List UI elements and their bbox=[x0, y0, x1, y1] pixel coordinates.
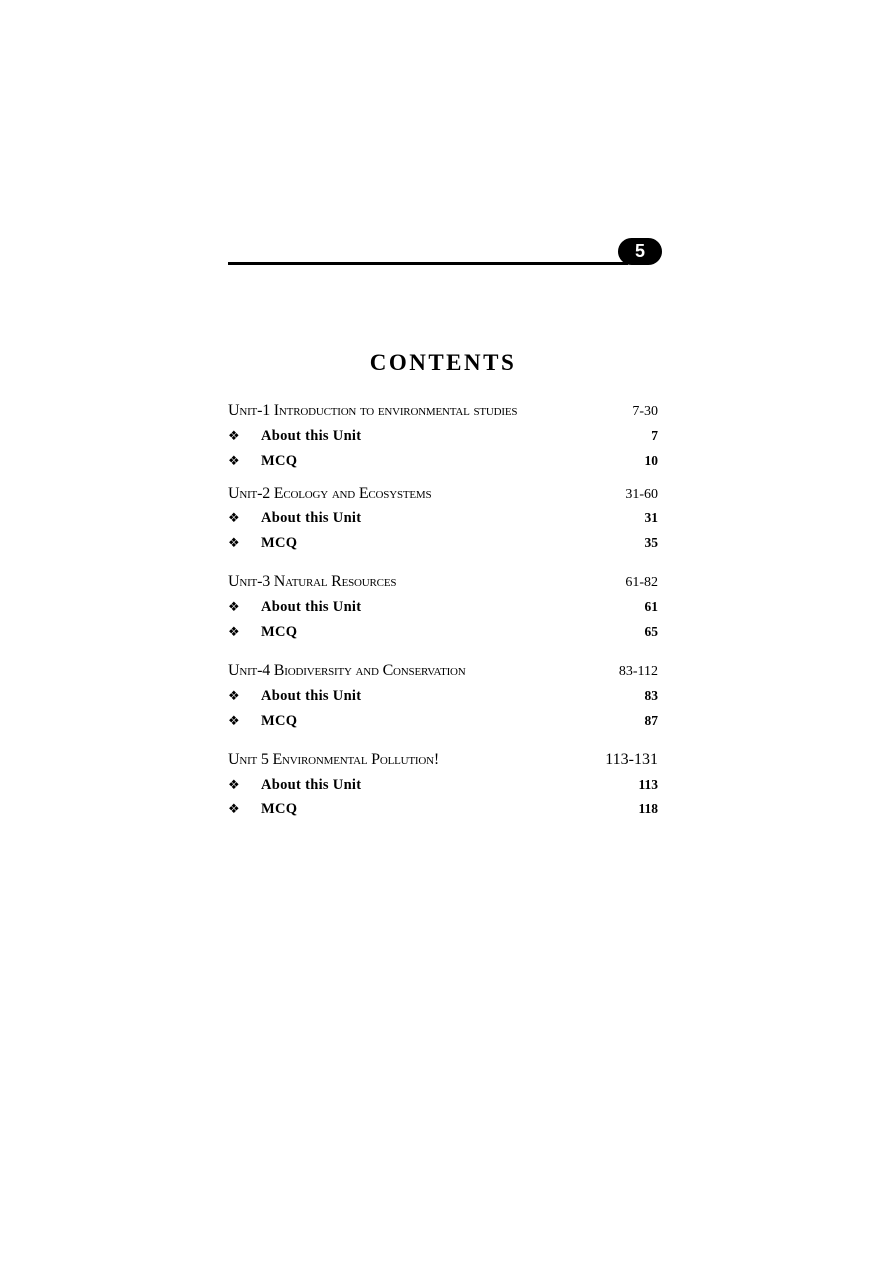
toc-item-page: 83 bbox=[644, 688, 658, 703]
unit-page-range: 113-131 bbox=[605, 751, 658, 768]
unit-page-range: 31-60 bbox=[625, 487, 658, 502]
toc-item[interactable] bbox=[228, 535, 658, 552]
toc-item[interactable] bbox=[228, 510, 658, 527]
toc-item-label: About this Unit bbox=[261, 510, 362, 526]
toc-item[interactable] bbox=[228, 624, 658, 641]
page-number-badge: 5 bbox=[618, 238, 662, 265]
toc-item[interactable] bbox=[228, 428, 658, 445]
toc-item-page: 61 bbox=[644, 599, 658, 614]
toc-item-label: MCQ bbox=[261, 535, 298, 551]
toc-item[interactable] bbox=[228, 599, 658, 616]
toc-item-page: 31 bbox=[644, 510, 658, 525]
diamond-bullet-icon: ❖ bbox=[228, 511, 240, 526]
toc-item-page: 10 bbox=[644, 453, 658, 468]
toc-item[interactable] bbox=[228, 801, 658, 818]
unit-heading[interactable] bbox=[228, 662, 658, 680]
diamond-bullet-icon: ❖ bbox=[228, 689, 240, 704]
unit-heading[interactable] bbox=[228, 573, 658, 591]
unit-heading[interactable] bbox=[228, 751, 658, 769]
toc-item[interactable] bbox=[228, 688, 658, 705]
toc-item-label: About this Unit bbox=[261, 777, 362, 793]
toc-item-page: 35 bbox=[644, 535, 658, 550]
header-rule bbox=[228, 262, 628, 265]
toc-item-page: 113 bbox=[638, 777, 658, 792]
contents-title: CONTENTS bbox=[369, 350, 517, 375]
toc-item-label: MCQ bbox=[261, 801, 298, 817]
diamond-bullet-icon: ❖ bbox=[228, 802, 240, 817]
unit-heading[interactable] bbox=[228, 402, 658, 420]
toc-item[interactable] bbox=[228, 777, 658, 794]
toc-item-page: 7 bbox=[651, 428, 658, 443]
unit-title: Unit-3 Natural Resources bbox=[228, 573, 397, 590]
toc-item-label: About this Unit bbox=[261, 688, 362, 704]
unit-title: Unit 5 Environmental Pollution! bbox=[228, 751, 439, 768]
toc-item-label: MCQ bbox=[261, 624, 298, 640]
diamond-bullet-icon: ❖ bbox=[228, 454, 240, 469]
unit-page-range: 83-112 bbox=[618, 664, 658, 679]
toc-item-page: 118 bbox=[638, 801, 658, 816]
unit-title: Unit-4 Biodiversity and Conservation bbox=[228, 662, 466, 679]
toc-item-label: MCQ bbox=[261, 713, 298, 729]
unit-title: Unit-1 Introduction to environmental studies bbox=[228, 402, 518, 419]
toc-item[interactable] bbox=[228, 453, 658, 470]
diamond-bullet-icon: ❖ bbox=[228, 778, 240, 793]
toc-item-page: 65 bbox=[644, 624, 658, 639]
unit-page-range: 61-82 bbox=[625, 575, 658, 590]
toc-item-page: 87 bbox=[644, 713, 658, 728]
toc-item-label: About this Unit bbox=[261, 599, 362, 615]
toc-item-label: About this Unit bbox=[261, 428, 362, 444]
diamond-bullet-icon: ❖ bbox=[228, 714, 240, 729]
toc-item[interactable] bbox=[228, 713, 658, 730]
diamond-bullet-icon: ❖ bbox=[228, 625, 240, 640]
unit-page-range: 7-30 bbox=[632, 404, 658, 419]
toc-item-label: MCQ bbox=[261, 453, 298, 469]
diamond-bullet-icon: ❖ bbox=[228, 536, 240, 551]
diamond-bullet-icon: ❖ bbox=[228, 600, 240, 615]
unit-heading[interactable] bbox=[228, 485, 658, 503]
diamond-bullet-icon: ❖ bbox=[228, 429, 240, 444]
unit-title: Unit-2 Ecology and Ecosystems bbox=[228, 485, 432, 502]
